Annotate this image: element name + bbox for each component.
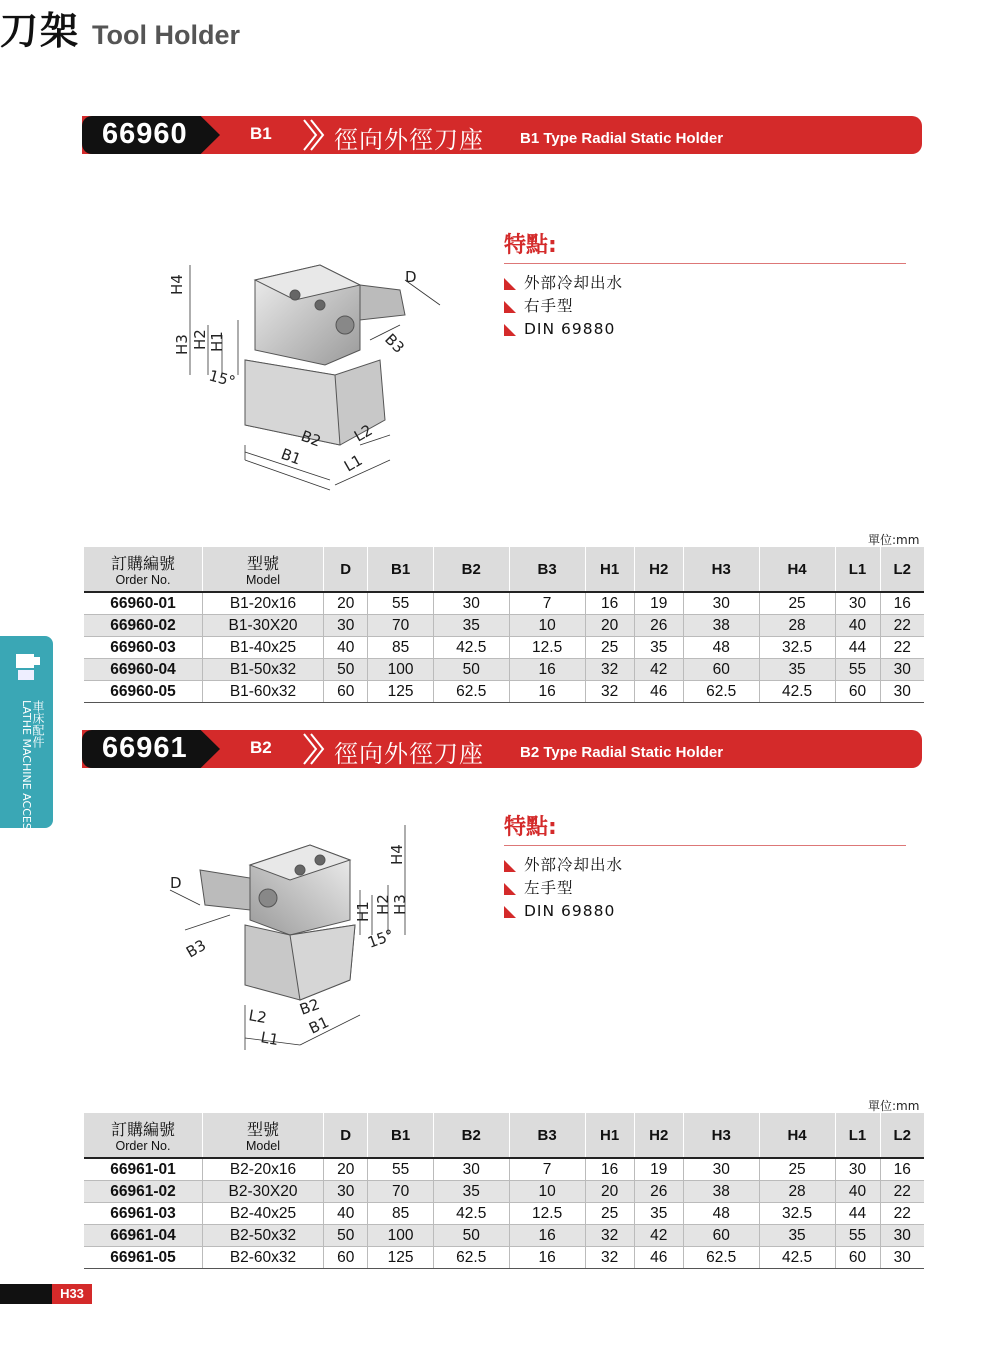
dim-b3: B3 [381,330,408,357]
dimension-cell: 38 [683,615,759,637]
feature-item: 左手型 [504,877,906,900]
section-banner-66960 [82,116,922,154]
table-row [84,1181,924,1203]
dimension-cell: 20 [585,1181,634,1203]
dimension-cell: 16 [509,1247,585,1269]
dimension-cell: 22 [880,1203,924,1225]
dimension-cell: 35 [634,1203,683,1225]
dimension-cell: 16 [509,659,585,681]
dimension-cell: 30 [324,1181,368,1203]
order-no-cell: 66960-05 [84,681,203,703]
table-row [84,592,924,615]
col-header: H4 [759,1113,835,1158]
dimension-cell: 62.5 [433,1247,509,1269]
triangle-bullet-icon [504,860,516,872]
dimension-cell: 28 [759,615,835,637]
dim-b3: B3 [183,935,210,962]
side-tab[interactable] [0,636,53,871]
dimension-cell: 22 [880,1181,924,1203]
spec-table-66960 [84,547,924,703]
dimension-cell: 7 [509,592,585,615]
col-header: H4 [759,547,835,592]
dimension-cell: 32 [585,1225,634,1247]
dimension-cell: 48 [683,1203,759,1225]
dimension-cell: 30 [683,592,759,615]
dimension-cell: 62.5 [683,681,759,703]
col-header: D [324,547,368,592]
dim-b1: B1 [278,444,304,469]
title-zh: 刀架 [0,9,81,53]
page-number-label: H33 [52,1284,92,1304]
col-header: L1 [835,547,880,592]
dimension-cell: 55 [368,1158,433,1181]
order-no-cell: 66961-05 [84,1247,203,1269]
dimension-cell: 30 [880,659,924,681]
dimension-cell: 46 [634,1247,683,1269]
dimension-cell: 44 [835,637,880,659]
col-header: B3 [509,547,585,592]
table-row [84,1247,924,1269]
dim-b2: B2 [298,426,324,451]
dimension-cell: 22 [880,615,924,637]
table-row [84,615,924,637]
col-header: L2 [880,1113,924,1158]
order-no-cell: 66961-04 [84,1225,203,1247]
table-row [84,1225,924,1247]
dimension-cell: 62.5 [433,681,509,703]
dim-l2: L2 [247,1006,269,1028]
chevron-icon [300,732,326,766]
feature-item: 右手型 [504,295,906,318]
dimension-cell: 35 [759,1225,835,1247]
dim-l2: L2 [351,420,376,446]
dimension-cell: 62.5 [683,1247,759,1269]
dim-angle: 15° [365,925,397,952]
section-banner-66961 [82,730,922,768]
dim-h4: H4 [388,844,406,865]
dimension-cell: 46 [634,681,683,703]
order-no-cell: 66960-01 [84,592,203,615]
dimension-cell: 32 [585,681,634,703]
spec-table-66961 [84,1113,924,1269]
dimension-cell: 50 [324,659,368,681]
dimension-cell: 85 [368,637,433,659]
dimension-cell: 16 [880,592,924,615]
dimension-cell: 32.5 [759,1203,835,1225]
dimension-cell: 30 [835,1158,880,1181]
model-cell: B2-40x25 [203,1203,324,1225]
dimension-cell: 16 [585,1158,634,1181]
dimension-cell: 42.5 [433,1203,509,1225]
model-cell: B2-20x16 [203,1158,324,1181]
dimension-cell: 42 [634,1225,683,1247]
dim-b1: B1 [306,1012,332,1038]
order-no-cell: 66960-03 [84,637,203,659]
col-header: B1 [368,1113,433,1158]
model-cell: B1-50x32 [203,659,324,681]
dimension-cell: 16 [509,681,585,703]
dimension-cell: 70 [368,615,433,637]
order-no-cell: 66961-02 [84,1181,203,1203]
dimension-cell: 48 [683,637,759,659]
page-title [0,0,1000,53]
product-type: B1 [250,124,272,143]
dimension-cell: 50 [324,1225,368,1247]
dimension-cell: 10 [509,1181,585,1203]
table-row [84,1203,924,1225]
dimension-cell: 30 [433,592,509,615]
dimension-cell: 30 [880,681,924,703]
dimension-cell: 42.5 [433,637,509,659]
model-cell: B1-60x32 [203,681,324,703]
table-row [84,681,924,703]
col-header: H1 [585,547,634,592]
dimension-cell: 38 [683,1181,759,1203]
page-number-bar [0,1284,56,1304]
dimension-cell: 42 [634,659,683,681]
dimension-cell: 100 [368,1225,433,1247]
dimension-cell: 55 [835,1225,880,1247]
dimension-cell: 35 [634,637,683,659]
dim-d: D [405,268,417,286]
dimension-cell: 20 [324,592,368,615]
dimension-cell: 25 [585,637,634,659]
dimension-cell: 32 [585,1247,634,1269]
triangle-bullet-icon [504,301,516,313]
product-type: B2 [250,738,272,757]
features-title: 特點: [504,228,906,264]
page-number [0,1284,92,1304]
model-cell: B2-50x32 [203,1225,324,1247]
holder-diagram-b1 [160,240,460,500]
model-cell: B1-30X20 [203,615,324,637]
dimension-cell: 35 [433,1181,509,1203]
order-no-cell: 66961-01 [84,1158,203,1181]
order-no-cell: 66960-04 [84,659,203,681]
dim-h4: H4 [168,274,186,295]
dimension-cell: 60 [324,681,368,703]
col-header: B3 [509,1113,585,1158]
model-cell: B2-60x32 [203,1247,324,1269]
features-title: 特點: [504,810,906,846]
model-cell: B1-20x16 [203,592,324,615]
col-header: H2 [634,547,683,592]
dimension-cell: 7 [509,1158,585,1181]
dimension-cell: 85 [368,1203,433,1225]
col-model: 型號 Model [203,547,324,592]
dim-h2: H2 [191,329,209,350]
dimension-cell: 40 [324,1203,368,1225]
dimension-cell: 50 [433,1225,509,1247]
dimension-cell: 30 [880,1247,924,1269]
product-code: 66960 [102,118,188,150]
dim-b2: B2 [297,995,323,1019]
col-header: L1 [835,1113,880,1158]
dimension-cell: 19 [634,592,683,615]
dimension-cell: 35 [759,659,835,681]
dimension-cell: 32 [585,659,634,681]
dimension-cell: 16 [509,1225,585,1247]
table-row [84,1158,924,1181]
side-tab-label: 車床配件 LATHE MACHINE ACCESSORIES [20,700,45,871]
dimension-cell: 40 [835,1181,880,1203]
holder-diagram-b2 [160,810,420,1060]
dimension-cell: 10 [509,615,585,637]
dimension-cell: 60 [324,1247,368,1269]
dimension-cell: 60 [683,1225,759,1247]
feature-item: DIN 69880 [504,900,906,923]
dim-h3: H3 [391,894,409,915]
dimension-cell: 22 [880,637,924,659]
order-no-cell: 66961-03 [84,1203,203,1225]
dimension-cell: 40 [324,637,368,659]
dim-l1: L1 [341,450,366,476]
dimension-cell: 70 [368,1181,433,1203]
dimension-cell: 30 [880,1225,924,1247]
dim-h2: H2 [374,894,392,915]
dimension-cell: 30 [433,1158,509,1181]
unit-label: 單位:mm [868,533,920,547]
product-name-zh: 徑向外徑刀座 [334,126,484,154]
col-header: L2 [880,547,924,592]
dimension-cell: 25 [759,1158,835,1181]
col-header: H3 [683,1113,759,1158]
col-header: D [324,1113,368,1158]
dimension-cell: 60 [683,659,759,681]
table-row [84,637,924,659]
col-header: H2 [634,1113,683,1158]
dimension-cell: 60 [835,681,880,703]
model-cell: B2-30X20 [203,1181,324,1203]
col-order-no: 訂購編號 Order No. [84,547,203,592]
unit-label: 單位:mm [868,1099,920,1113]
triangle-bullet-icon [504,883,516,895]
dimension-cell: 16 [880,1158,924,1181]
dimension-cell: 42.5 [759,1247,835,1269]
features-b2 [504,810,906,923]
dimension-cell: 55 [368,592,433,615]
dimension-cell: 26 [634,1181,683,1203]
dim-angle: 15° [206,366,238,391]
dim-h1: H1 [208,331,226,352]
feature-item: 外部冷却出水 [504,272,906,295]
dimension-cell: 30 [324,615,368,637]
dimension-cell: 20 [324,1158,368,1181]
dimension-cell: 26 [634,615,683,637]
dimension-cell: 35 [433,615,509,637]
order-no-cell: 66960-02 [84,615,203,637]
dimension-cell: 125 [368,681,433,703]
dimension-cell: 55 [835,659,880,681]
product-name-en: B2 Type Radial Static Holder [520,744,724,761]
col-order-no: 訂購編號 Order No. [84,1113,203,1158]
dimension-cell: 100 [368,659,433,681]
feature-item: 外部冷却出水 [504,854,906,877]
dimension-cell: 50 [433,659,509,681]
col-model: 型號 Model [203,1113,324,1158]
dimension-cell: 44 [835,1203,880,1225]
triangle-bullet-icon [504,278,516,290]
title-en: Tool Holder [92,20,241,50]
col-header: B2 [433,547,509,592]
tool-holder-icon [12,648,42,688]
table-row [84,659,924,681]
col-header: H3 [683,547,759,592]
dimension-cell: 30 [835,592,880,615]
features-b1 [504,228,906,341]
dimension-cell: 12.5 [509,1203,585,1225]
dimension-cell: 20 [585,615,634,637]
dim-l1: L1 [259,1028,281,1050]
dim-h3: H3 [173,334,191,355]
dimension-cell: 25 [759,592,835,615]
dimension-cell: 25 [585,1203,634,1225]
dimension-cell: 125 [368,1247,433,1269]
dimension-cell: 42.5 [759,681,835,703]
model-cell: B1-40x25 [203,637,324,659]
dimension-cell: 12.5 [509,637,585,659]
dimension-cell: 19 [634,1158,683,1181]
dim-h1: H1 [354,901,372,922]
col-header: B1 [368,547,433,592]
triangle-bullet-icon [504,906,516,918]
dimension-cell: 28 [759,1181,835,1203]
feature-item: DIN 69880 [504,318,906,341]
triangle-bullet-icon [504,324,516,336]
product-code: 66961 [102,732,188,764]
product-name-zh: 徑向外徑刀座 [334,740,484,768]
dimension-cell: 40 [835,615,880,637]
col-header: B2 [433,1113,509,1158]
dimension-cell: 30 [683,1158,759,1181]
col-header: H1 [585,1113,634,1158]
product-name-en: B1 Type Radial Static Holder [520,130,724,147]
chevron-icon [300,118,326,152]
dim-d: D [170,874,182,892]
dimension-cell: 32.5 [759,637,835,659]
dimension-cell: 60 [835,1247,880,1269]
dimension-cell: 16 [585,592,634,615]
